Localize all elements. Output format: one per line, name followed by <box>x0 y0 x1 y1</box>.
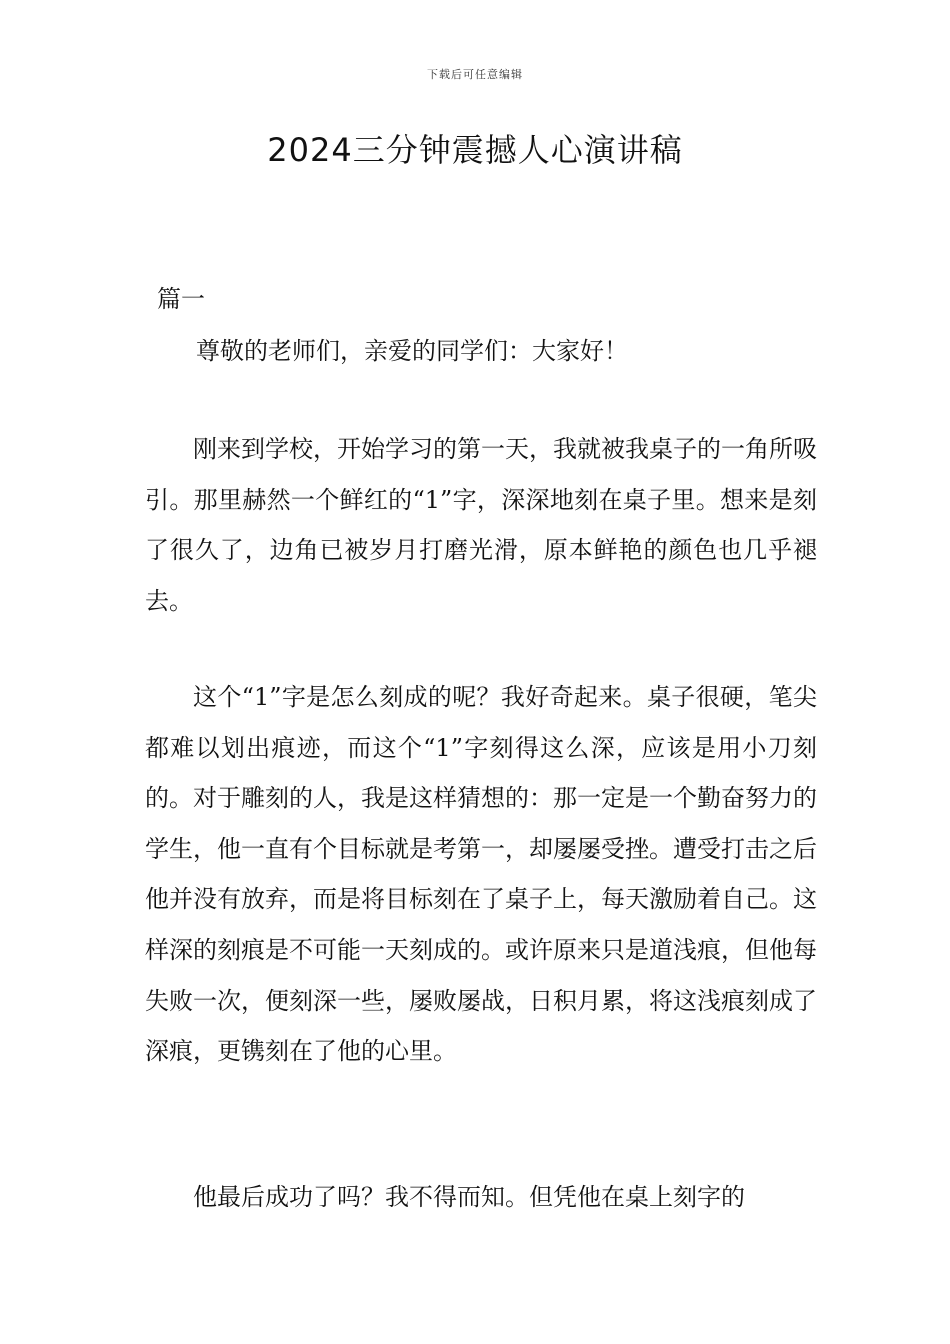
paragraph-1: 刚来到学校，开始学习的第一天，我就被我桌子的一角所吸引。那里赫然一个鲜红的“1”字，深深地刻在桌子里。想来是刻了很久了，边角已被岁月打磨光滑，原本鲜艳的颜色也几乎褪去。 <box>145 435 817 615</box>
document-title: 2024三分钟震撼人心演讲稿 <box>267 131 683 169</box>
paragraph-2: 这个“1”字是怎么刻成的呢？我好奇起来。桌子很硬，笔尖都难以划出痕迹，而这个“1”字刻得这么深，应该是用小刀刻的。对于雕刻的人，我是这样猜想的：那一定是一个勤奋努力的学生，他一直有个目标就是考第一，却屡屡受挫。遭受打击之后他并没有放弃，而是将目标刻在了桌子上，每天激励着自己。这样深的刻痕是不可能一天刻成的。或许原来只是道浅痕，但他每失败一次，便刻深一些，屡败屡战，日积月累，将这浅痕刻成了深痕，更镌刻在了他的心里。 <box>145 683 817 1066</box>
paragraph-3: 他最后成功了吗？我不得而知。但凭他在桌上刻字的 <box>193 1183 745 1211</box>
header-note: 下载后可任意编辑 <box>427 68 523 81</box>
greeting-line: 尊敬的老师们，亲爱的同学们：大家好！ <box>196 337 628 365</box>
section-label: 篇一 <box>157 285 205 313</box>
